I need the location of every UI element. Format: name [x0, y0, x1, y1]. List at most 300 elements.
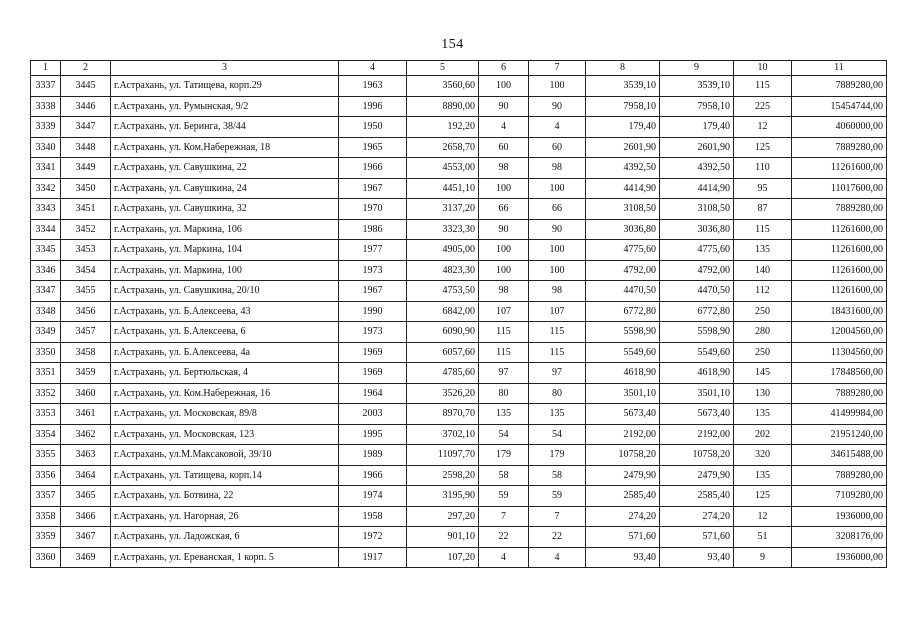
table-row [31, 322, 887, 343]
cell-amount: 21951240,00 [792, 424, 887, 445]
cell-col-10-value: 135 [734, 240, 792, 261]
table-row [31, 158, 887, 179]
cell-total-area: 3137,20 [407, 199, 479, 220]
cell-year-built: 1969 [339, 342, 407, 363]
cell-col-10-value: 145 [734, 363, 792, 384]
cell-amount: 1936000,00 [792, 506, 887, 527]
cell-col-10-value: 51 [734, 527, 792, 548]
cell-year-built: 1995 [339, 424, 407, 445]
cell-col-8-area: 93,40 [586, 547, 660, 568]
cell-object-number: 3467 [61, 527, 111, 548]
header-row [31, 61, 887, 76]
cell-address: г.Астрахань, ул. Бертюльская, 4 [111, 363, 339, 384]
cell-object-number: 3456 [61, 301, 111, 322]
cell-col-6-value: 66 [479, 199, 529, 220]
cell-col-10-value: 280 [734, 322, 792, 343]
cell-col-8-area: 4775,60 [586, 240, 660, 261]
cell-col-7-value: 4 [529, 117, 586, 138]
cell-col-8-area: 3108,50 [586, 199, 660, 220]
cell-col-6-value: 100 [479, 76, 529, 97]
cell-col-10-value: 320 [734, 445, 792, 466]
cell-col-7-value: 115 [529, 342, 586, 363]
cell-address: г.Астрахань, ул. Б.Алексеева, 43 [111, 301, 339, 322]
cell-col-10-value: 130 [734, 383, 792, 404]
column-header-11: 11 [792, 61, 887, 76]
cell-total-area: 192,20 [407, 117, 479, 138]
cell-col-9-area: 6772,80 [660, 301, 734, 322]
table-row [31, 117, 887, 138]
column-header-6: 6 [479, 61, 529, 76]
cell-col-7-value: 98 [529, 158, 586, 179]
cell-year-built: 1970 [339, 199, 407, 220]
cell-row-number: 3351 [31, 363, 61, 384]
cell-address: г.Астрахань, ул. Ереванская, 1 корп. 5 [111, 547, 339, 568]
table-row [31, 260, 887, 281]
table-header [31, 61, 887, 76]
table-row [31, 76, 887, 97]
cell-col-7-value: 97 [529, 363, 586, 384]
cell-col-9-area: 10758,20 [660, 445, 734, 466]
cell-amount: 3208176,00 [792, 527, 887, 548]
cell-col-9-area: 179,40 [660, 117, 734, 138]
cell-col-7-value: 22 [529, 527, 586, 548]
cell-total-area: 2598,20 [407, 465, 479, 486]
cell-row-number: 3346 [31, 260, 61, 281]
cell-total-area: 3323,30 [407, 219, 479, 240]
cell-total-area: 3560,60 [407, 76, 479, 97]
cell-row-number: 3355 [31, 445, 61, 466]
cell-total-area: 6057,60 [407, 342, 479, 363]
cell-col-7-value: 100 [529, 76, 586, 97]
cell-row-number: 3345 [31, 240, 61, 261]
cell-col-7-value: 179 [529, 445, 586, 466]
cell-col-6-value: 4 [479, 117, 529, 138]
cell-year-built: 1965 [339, 137, 407, 158]
cell-amount: 11261600,00 [792, 240, 887, 261]
cell-row-number: 3339 [31, 117, 61, 138]
cell-amount: 12004560,00 [792, 322, 887, 343]
cell-address: г.Астрахань, ул. Ладожская, 6 [111, 527, 339, 548]
table-row [31, 240, 887, 261]
cell-col-8-area: 4792,00 [586, 260, 660, 281]
column-header-4: 4 [339, 61, 407, 76]
cell-col-10-value: 250 [734, 301, 792, 322]
cell-col-10-value: 115 [734, 219, 792, 240]
table-row [31, 486, 887, 507]
cell-object-number: 3469 [61, 547, 111, 568]
cell-address: г.Астрахань, ул. Ком.Набережная, 16 [111, 383, 339, 404]
cell-address: г.Астрахань, ул. Савушкина, 22 [111, 158, 339, 179]
cell-col-7-value: 90 [529, 96, 586, 117]
table-row [31, 547, 887, 568]
cell-row-number: 3350 [31, 342, 61, 363]
cell-year-built: 1967 [339, 281, 407, 302]
cell-address: г.Астрахань, ул. Савушкина, 32 [111, 199, 339, 220]
cell-col-6-value: 90 [479, 219, 529, 240]
cell-object-number: 3463 [61, 445, 111, 466]
cell-amount: 7889280,00 [792, 199, 887, 220]
cell-total-area: 4451,10 [407, 178, 479, 199]
cell-total-area: 8970,70 [407, 404, 479, 425]
cell-col-6-value: 7 [479, 506, 529, 527]
cell-amount: 7889280,00 [792, 465, 887, 486]
cell-col-7-value: 115 [529, 322, 586, 343]
table-row [31, 137, 887, 158]
cell-year-built: 1966 [339, 465, 407, 486]
cell-object-number: 3462 [61, 424, 111, 445]
cell-col-8-area: 7958,10 [586, 96, 660, 117]
cell-amount: 7889280,00 [792, 383, 887, 404]
table-row [31, 342, 887, 363]
cell-amount: 15454744,00 [792, 96, 887, 117]
cell-col-6-value: 97 [479, 363, 529, 384]
cell-year-built: 1964 [339, 383, 407, 404]
cell-col-8-area: 3501,10 [586, 383, 660, 404]
housing-register-table [30, 60, 887, 568]
cell-row-number: 3348 [31, 301, 61, 322]
cell-col-8-area: 2585,40 [586, 486, 660, 507]
table-row [31, 281, 887, 302]
cell-amount: 11261600,00 [792, 260, 887, 281]
cell-object-number: 3464 [61, 465, 111, 486]
cell-object-number: 3454 [61, 260, 111, 281]
table-row [31, 404, 887, 425]
cell-col-8-area: 2479,90 [586, 465, 660, 486]
cell-year-built: 1974 [339, 486, 407, 507]
cell-address: г.Астрахань, ул. Ком.Набережная, 18 [111, 137, 339, 158]
cell-col-9-area: 3539,10 [660, 76, 734, 97]
cell-amount: 4060000,00 [792, 117, 887, 138]
cell-row-number: 3357 [31, 486, 61, 507]
cell-row-number: 3340 [31, 137, 61, 158]
cell-col-8-area: 2192,00 [586, 424, 660, 445]
cell-object-number: 3458 [61, 342, 111, 363]
table-row [31, 383, 887, 404]
cell-col-6-value: 115 [479, 322, 529, 343]
cell-col-7-value: 100 [529, 260, 586, 281]
cell-object-number: 3451 [61, 199, 111, 220]
cell-col-8-area: 4414,90 [586, 178, 660, 199]
cell-col-10-value: 12 [734, 506, 792, 527]
cell-col-6-value: 179 [479, 445, 529, 466]
cell-col-10-value: 125 [734, 137, 792, 158]
cell-col-8-area: 5598,90 [586, 322, 660, 343]
cell-object-number: 3452 [61, 219, 111, 240]
table-row [31, 363, 887, 384]
cell-row-number: 3342 [31, 178, 61, 199]
cell-col-7-value: 90 [529, 219, 586, 240]
cell-col-9-area: 3108,50 [660, 199, 734, 220]
table-row [31, 465, 887, 486]
cell-amount: 41499984,00 [792, 404, 887, 425]
cell-address: г.Астрахань, ул. Б.Алексеева, 4а [111, 342, 339, 363]
cell-col-8-area: 6772,80 [586, 301, 660, 322]
cell-row-number: 3352 [31, 383, 61, 404]
cell-col-9-area: 5673,40 [660, 404, 734, 425]
cell-address: г.Астрахань, ул. Савушкина, 24 [111, 178, 339, 199]
cell-col-10-value: 135 [734, 465, 792, 486]
cell-total-area: 6090,90 [407, 322, 479, 343]
cell-total-area: 4785,60 [407, 363, 479, 384]
cell-total-area: 2658,70 [407, 137, 479, 158]
cell-object-number: 3465 [61, 486, 111, 507]
cell-col-10-value: 12 [734, 117, 792, 138]
cell-col-8-area: 5673,40 [586, 404, 660, 425]
table-row [31, 424, 887, 445]
cell-amount: 7889280,00 [792, 76, 887, 97]
cell-col-6-value: 58 [479, 465, 529, 486]
cell-col-6-value: 54 [479, 424, 529, 445]
cell-amount: 7889280,00 [792, 137, 887, 158]
cell-year-built: 1990 [339, 301, 407, 322]
cell-col-9-area: 4470,50 [660, 281, 734, 302]
cell-col-8-area: 4618,90 [586, 363, 660, 384]
cell-amount: 34615488,00 [792, 445, 887, 466]
cell-col-9-area: 5598,90 [660, 322, 734, 343]
table-row [31, 445, 887, 466]
cell-amount: 11261600,00 [792, 158, 887, 179]
column-header-8: 8 [586, 61, 660, 76]
cell-object-number: 3453 [61, 240, 111, 261]
cell-col-7-value: 107 [529, 301, 586, 322]
cell-total-area: 3526,20 [407, 383, 479, 404]
cell-year-built: 1966 [339, 158, 407, 179]
cell-col-7-value: 59 [529, 486, 586, 507]
cell-col-8-area: 10758,20 [586, 445, 660, 466]
cell-object-number: 3446 [61, 96, 111, 117]
table-row [31, 219, 887, 240]
cell-amount: 11017600,00 [792, 178, 887, 199]
cell-col-9-area: 93,40 [660, 547, 734, 568]
column-header-7: 7 [529, 61, 586, 76]
cell-col-6-value: 80 [479, 383, 529, 404]
cell-col-7-value: 60 [529, 137, 586, 158]
cell-col-9-area: 4792,00 [660, 260, 734, 281]
cell-total-area: 11097,70 [407, 445, 479, 466]
cell-year-built: 1996 [339, 96, 407, 117]
cell-row-number: 3338 [31, 96, 61, 117]
cell-amount: 18431600,00 [792, 301, 887, 322]
cell-col-6-value: 107 [479, 301, 529, 322]
column-header-1: 1 [31, 61, 61, 76]
cell-total-area: 4905,00 [407, 240, 479, 261]
cell-col-9-area: 274,20 [660, 506, 734, 527]
cell-address: г.Астрахань, ул. Татищева, корп.14 [111, 465, 339, 486]
cell-address: г.Астрахань, ул. Маркина, 104 [111, 240, 339, 261]
cell-col-6-value: 100 [479, 178, 529, 199]
cell-row-number: 3341 [31, 158, 61, 179]
cell-col-9-area: 4414,90 [660, 178, 734, 199]
cell-row-number: 3344 [31, 219, 61, 240]
cell-col-8-area: 4392,50 [586, 158, 660, 179]
cell-col-7-value: 135 [529, 404, 586, 425]
cell-amount: 11261600,00 [792, 219, 887, 240]
cell-object-number: 3455 [61, 281, 111, 302]
cell-address: г.Астрахань, ул. Московская, 89/8 [111, 404, 339, 425]
cell-amount: 11304560,00 [792, 342, 887, 363]
cell-total-area: 3195,90 [407, 486, 479, 507]
cell-col-6-value: 98 [479, 281, 529, 302]
cell-col-10-value: 225 [734, 96, 792, 117]
cell-col-10-value: 95 [734, 178, 792, 199]
cell-col-10-value: 9 [734, 547, 792, 568]
cell-amount: 11261600,00 [792, 281, 887, 302]
cell-object-number: 3459 [61, 363, 111, 384]
cell-object-number: 3449 [61, 158, 111, 179]
housing-register-table-container [30, 60, 883, 568]
cell-row-number: 3343 [31, 199, 61, 220]
cell-row-number: 3353 [31, 404, 61, 425]
cell-address: г.Астрахань, ул. Б.Алексеева, 6 [111, 322, 339, 343]
cell-object-number: 3461 [61, 404, 111, 425]
cell-col-6-value: 100 [479, 240, 529, 261]
cell-address: г.Астрахань, ул. Савушкина, 20/10 [111, 281, 339, 302]
cell-col-9-area: 571,60 [660, 527, 734, 548]
cell-col-10-value: 87 [734, 199, 792, 220]
column-header-10: 10 [734, 61, 792, 76]
cell-amount: 7109280,00 [792, 486, 887, 507]
cell-col-10-value: 202 [734, 424, 792, 445]
cell-col-9-area: 4392,50 [660, 158, 734, 179]
cell-year-built: 1973 [339, 260, 407, 281]
cell-col-7-value: 80 [529, 383, 586, 404]
cell-col-6-value: 4 [479, 547, 529, 568]
cell-col-8-area: 571,60 [586, 527, 660, 548]
cell-amount: 1936000,00 [792, 547, 887, 568]
cell-object-number: 3460 [61, 383, 111, 404]
cell-col-9-area: 2479,90 [660, 465, 734, 486]
cell-row-number: 3349 [31, 322, 61, 343]
cell-col-10-value: 125 [734, 486, 792, 507]
cell-year-built: 1973 [339, 322, 407, 343]
cell-col-9-area: 3501,10 [660, 383, 734, 404]
table-row [31, 506, 887, 527]
cell-col-10-value: 140 [734, 260, 792, 281]
cell-col-9-area: 4618,90 [660, 363, 734, 384]
cell-address: г.Астрахань, ул. Румынская, 9/2 [111, 96, 339, 117]
cell-total-area: 3702,10 [407, 424, 479, 445]
cell-address: г.Астрахань, ул. Маркина, 100 [111, 260, 339, 281]
cell-col-6-value: 98 [479, 158, 529, 179]
cell-col-8-area: 274,20 [586, 506, 660, 527]
cell-address: г.Астрахань, ул. Нагорная, 26 [111, 506, 339, 527]
cell-total-area: 297,20 [407, 506, 479, 527]
cell-address: г.Астрахань, ул. Ботвина, 22 [111, 486, 339, 507]
cell-row-number: 3337 [31, 76, 61, 97]
cell-row-number: 3347 [31, 281, 61, 302]
table-row [31, 178, 887, 199]
cell-col-10-value: 112 [734, 281, 792, 302]
cell-row-number: 3356 [31, 465, 61, 486]
cell-col-9-area: 2192,00 [660, 424, 734, 445]
cell-col-8-area: 179,40 [586, 117, 660, 138]
cell-year-built: 1963 [339, 76, 407, 97]
cell-year-built: 1977 [339, 240, 407, 261]
cell-amount: 17848560,00 [792, 363, 887, 384]
cell-col-10-value: 115 [734, 76, 792, 97]
cell-object-number: 3447 [61, 117, 111, 138]
cell-year-built: 1967 [339, 178, 407, 199]
cell-col-9-area: 2601,90 [660, 137, 734, 158]
cell-col-10-value: 110 [734, 158, 792, 179]
cell-row-number: 3359 [31, 527, 61, 548]
cell-total-area: 4823,30 [407, 260, 479, 281]
cell-col-9-area: 7958,10 [660, 96, 734, 117]
cell-year-built: 1958 [339, 506, 407, 527]
cell-col-8-area: 3539,10 [586, 76, 660, 97]
cell-col-6-value: 22 [479, 527, 529, 548]
cell-col-6-value: 115 [479, 342, 529, 363]
cell-col-8-area: 4470,50 [586, 281, 660, 302]
cell-object-number: 3450 [61, 178, 111, 199]
table-row [31, 527, 887, 548]
cell-address: г.Астрахань, ул. Московская, 123 [111, 424, 339, 445]
cell-year-built: 1989 [339, 445, 407, 466]
cell-col-7-value: 98 [529, 281, 586, 302]
cell-address: г.Астрахань, ул. Беринга, 38/44 [111, 117, 339, 138]
cell-col-6-value: 60 [479, 137, 529, 158]
cell-year-built: 1972 [339, 527, 407, 548]
column-header-3: 3 [111, 61, 339, 76]
cell-col-6-value: 59 [479, 486, 529, 507]
cell-col-7-value: 54 [529, 424, 586, 445]
cell-total-area: 107,20 [407, 547, 479, 568]
cell-address: г.Астрахань, ул. Татищева, корп.29 [111, 76, 339, 97]
column-header-5: 5 [407, 61, 479, 76]
column-header-9: 9 [660, 61, 734, 76]
cell-year-built: 1950 [339, 117, 407, 138]
cell-total-area: 6842,00 [407, 301, 479, 322]
cell-address: г.Астрахань, ул. Маркина, 106 [111, 219, 339, 240]
cell-col-10-value: 250 [734, 342, 792, 363]
cell-year-built: 1986 [339, 219, 407, 240]
cell-col-7-value: 4 [529, 547, 586, 568]
cell-col-7-value: 7 [529, 506, 586, 527]
cell-total-area: 8890,00 [407, 96, 479, 117]
cell-col-8-area: 5549,60 [586, 342, 660, 363]
cell-col-10-value: 135 [734, 404, 792, 425]
cell-col-9-area: 2585,40 [660, 486, 734, 507]
cell-object-number: 3448 [61, 137, 111, 158]
cell-object-number: 3445 [61, 76, 111, 97]
table-body [31, 76, 887, 568]
cell-col-8-area: 2601,90 [586, 137, 660, 158]
cell-col-6-value: 90 [479, 96, 529, 117]
cell-col-7-value: 66 [529, 199, 586, 220]
cell-col-9-area: 3036,80 [660, 219, 734, 240]
cell-object-number: 3466 [61, 506, 111, 527]
cell-col-7-value: 58 [529, 465, 586, 486]
cell-year-built: 1917 [339, 547, 407, 568]
cell-year-built: 1969 [339, 363, 407, 384]
page-number: 154 [441, 37, 464, 52]
cell-object-number: 3457 [61, 322, 111, 343]
table-row [31, 301, 887, 322]
cell-row-number: 3358 [31, 506, 61, 527]
cell-address: г.Астрахань, ул.М.Максаковой, 39/10 [111, 445, 339, 466]
cell-col-8-area: 3036,80 [586, 219, 660, 240]
cell-year-built: 2003 [339, 404, 407, 425]
cell-total-area: 4553,00 [407, 158, 479, 179]
cell-row-number: 3354 [31, 424, 61, 445]
cell-total-area: 901,10 [407, 527, 479, 548]
table-row [31, 199, 887, 220]
cell-row-number: 3360 [31, 547, 61, 568]
table-row [31, 96, 887, 117]
cell-col-6-value: 135 [479, 404, 529, 425]
cell-col-7-value: 100 [529, 178, 586, 199]
column-header-2: 2 [61, 61, 111, 76]
